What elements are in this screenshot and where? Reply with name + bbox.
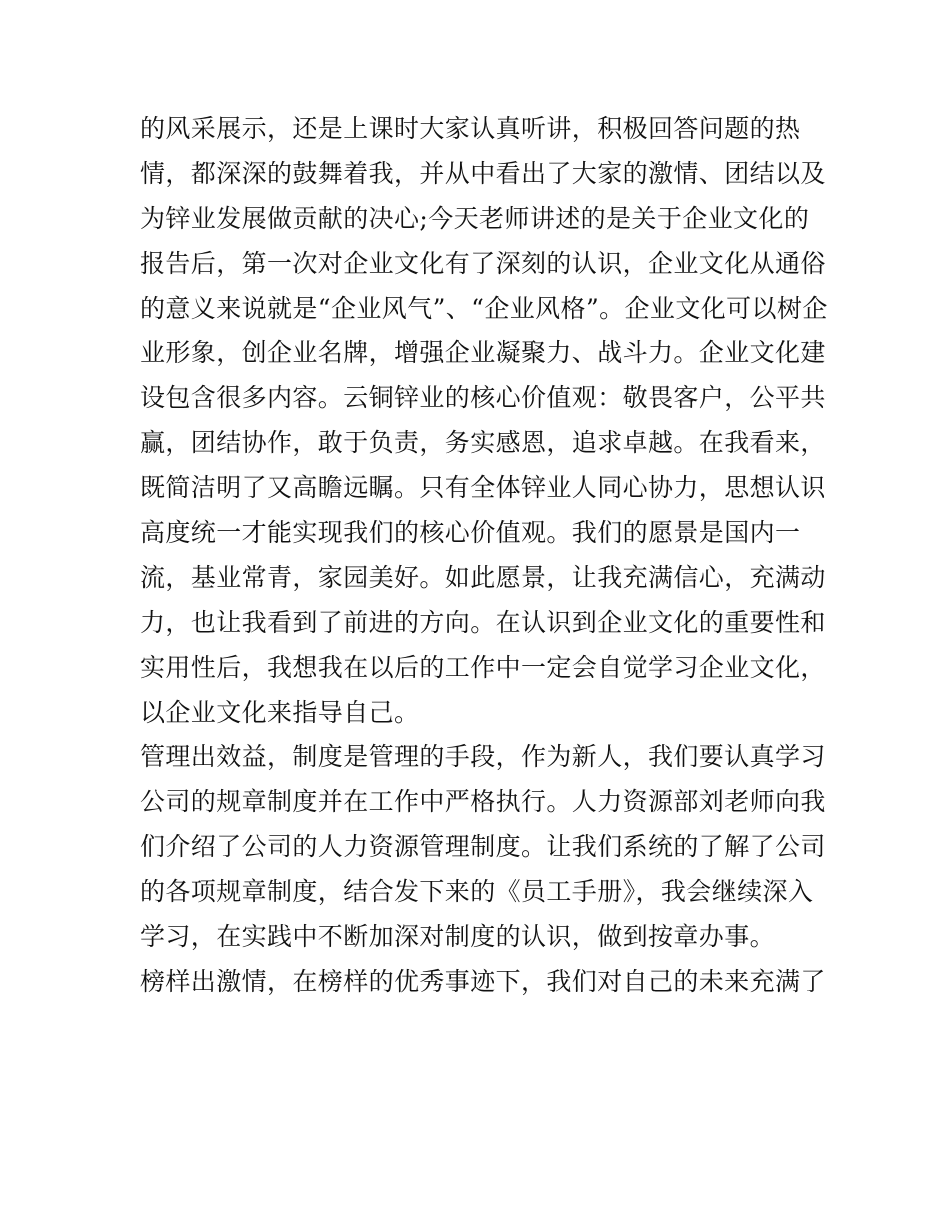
text-line: 榜样出激情，在榜样的优秀事迹下，我们对自己的未来充满了 xyxy=(140,966,826,996)
text-line: 为锌业发展做贡献的决心;今天老师讲述的是关于企业文化的 xyxy=(140,203,810,233)
text-line: 的意义来说就是“企业风气”、“企业风格”。企业文化可以树企 xyxy=(140,293,828,323)
text-line: 流，基业常青，家园美好。如此愿景，让我充满信心，充满动 xyxy=(140,562,826,592)
text-line: 情，都深深的鼓舞着我，并从中看出了大家的激情、团结以及 xyxy=(140,158,826,188)
text-line: 学习，在实践中不断加深对制度的认识，做到按章办事。 xyxy=(140,922,776,952)
text-line: 赢，团结协作，敢于负责，务实感恩，追求卓越。在我看来， xyxy=(140,428,826,458)
text-line: 报告后，第一次对企业文化有了深刻的认识，企业文化从通俗 xyxy=(140,248,826,278)
text-line: 高度统一才能实现我们的核心价值观。我们的愿景是国内一 xyxy=(140,518,801,548)
body-text xyxy=(140,107,828,1005)
text-line: 既简洁明了又高瞻远瞩。只有全体锌业人同心协力，思想认识 xyxy=(140,473,826,503)
text-line: 力，也让我看到了前进的方向。在认识到企业文化的重要性和 xyxy=(140,607,826,637)
text-line: 公司的规章制度并在工作中严格执行。人力资源部刘老师向我 xyxy=(140,787,826,817)
text-line: 们介绍了公司的人力资源管理制度。让我们系统的了解了公司 xyxy=(140,832,826,862)
text-line: 以企业文化来指导自己。 xyxy=(140,697,420,727)
text-line: 管理出效益，制度是管理的手段，作为新人，我们要认真学习 xyxy=(140,742,826,772)
text-line: 实用性后，我想我在以后的工作中一定会自觉学习企业文化， xyxy=(140,652,826,682)
text-line: 的风采展示，还是上课时大家认真听讲，积极回答问题的热 xyxy=(140,114,801,143)
text-line: 的各项规章制度，结合发下来的《员工手册》，我会继续深入 xyxy=(140,877,814,907)
text-line: 业形象，创企业名牌，增强企业凝聚力、战斗力。企业文化建 xyxy=(140,338,826,368)
text-line: 设包含很多内容。云铜锌业的核心价值观：敬畏客户，公平共 xyxy=(140,383,826,413)
